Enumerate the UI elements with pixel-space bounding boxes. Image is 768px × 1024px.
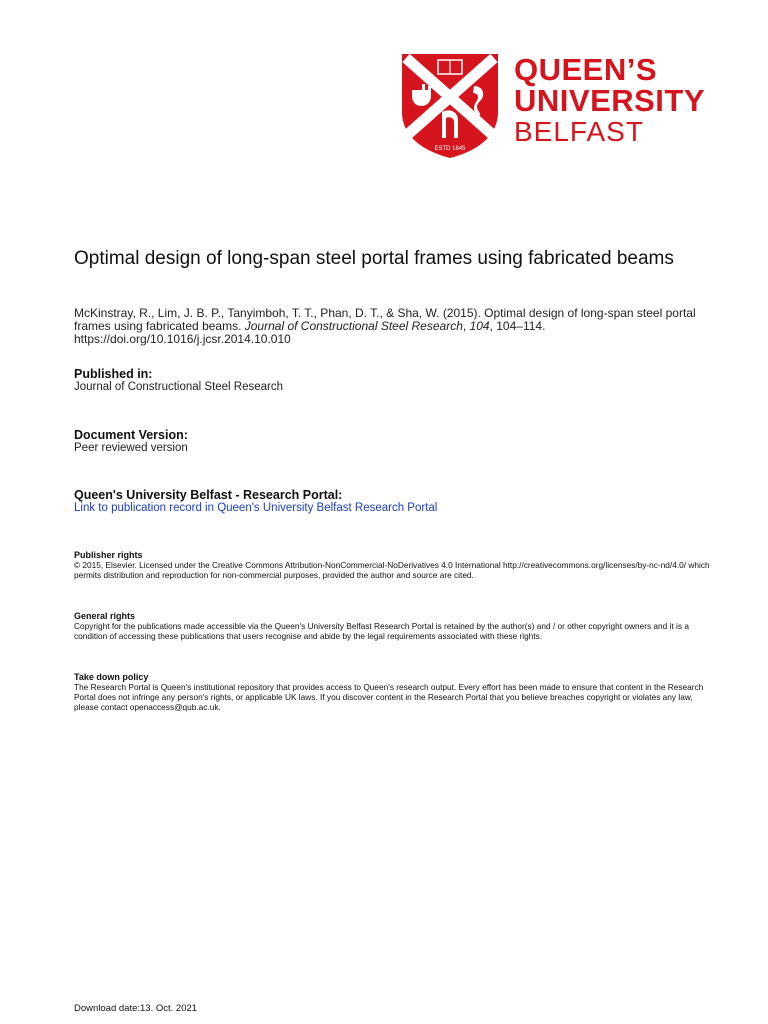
citation-volume: 104 <box>469 319 490 333</box>
take-down-text: The Research Portal is Queen's institutional repository that provides access to Queen's research output. Every effort has been made to ensure that content in the Research Portal does not infringe any person's rights, or applicable UK laws. If you discover content in the Research Portal that you believe breaches copyright or violates any law, please contact openaccess@qub.ac.uk. <box>74 682 704 712</box>
published-in-label: Published in: <box>74 367 153 381</box>
research-portal-section <box>74 489 724 515</box>
crest-icon <box>400 52 500 160</box>
citation <box>74 307 724 346</box>
download-date: Download date:13. Oct. 2021 <box>74 1003 198 1014</box>
wordmark-line-2: UNIVERSITY <box>514 83 706 118</box>
publication-record-link[interactable]: Link to publication record in Queen's University Belfast Research Portal <box>74 502 438 514</box>
university-wordmark <box>514 52 705 147</box>
citation-pages: , 104–114. <box>489 319 546 333</box>
published-in-section <box>74 368 724 394</box>
published-in-value: Journal of Constructional Steel Research <box>74 381 284 393</box>
crest-estd: ESTD 1845 <box>434 146 466 152</box>
citation-authors: McKinstray, R., Lim, J. B. P., Tanyimboh, T. T., Phan, D. T., & Sha, W. (2015). Optimal design of long-span steel portal frames using fabricated beams. <box>74 306 696 333</box>
publisher-rights-label: Publisher rights <box>74 550 143 560</box>
take-down-label: Take down policy <box>74 672 149 682</box>
wordmark-line-3: BELFAST <box>514 116 644 147</box>
university-logo <box>400 52 712 160</box>
citation-journal: Journal of Constructional Steel Research <box>244 319 463 333</box>
publisher-rights-text: © 2015, Elsevier. Licensed under the Creative Commons Attribution-NonCommercial-NoDerivatives 4.0 International http://creativecommons.org/licenses/by-nc-nd/4.0/ which permits distribution and reproduction for non-commercial purposes, provided the author and source are cited. <box>74 560 710 580</box>
citation-doi: https://doi.org/10.1016/j.jcsr.2014.10.010 <box>74 332 291 346</box>
citation-sep: , <box>462 319 470 333</box>
general-rights-label: General rights <box>74 611 136 621</box>
document-version-section <box>74 429 724 455</box>
general-rights-text: Copyright for the publications made accessible via the Queen's University Belfast Research Portal is retained by the author(s) and / or other copyright owners and it is a condition of accessing these publications that users recognise and abide by the legal requirements associated with these rights. <box>74 621 689 641</box>
document-version-label: Document Version: <box>74 428 188 442</box>
general-rights-section <box>74 611 714 641</box>
wordmark-line-1: QUEEN’S <box>514 52 658 87</box>
take-down-section <box>74 672 714 712</box>
document-version-value: Peer reviewed version <box>74 442 188 454</box>
publisher-rights-section <box>74 550 714 580</box>
research-portal-label: Queen's University Belfast - Research Portal: <box>74 488 343 502</box>
publication-title: Optimal design of long-span steel portal frames using fabricated beams <box>74 248 674 269</box>
